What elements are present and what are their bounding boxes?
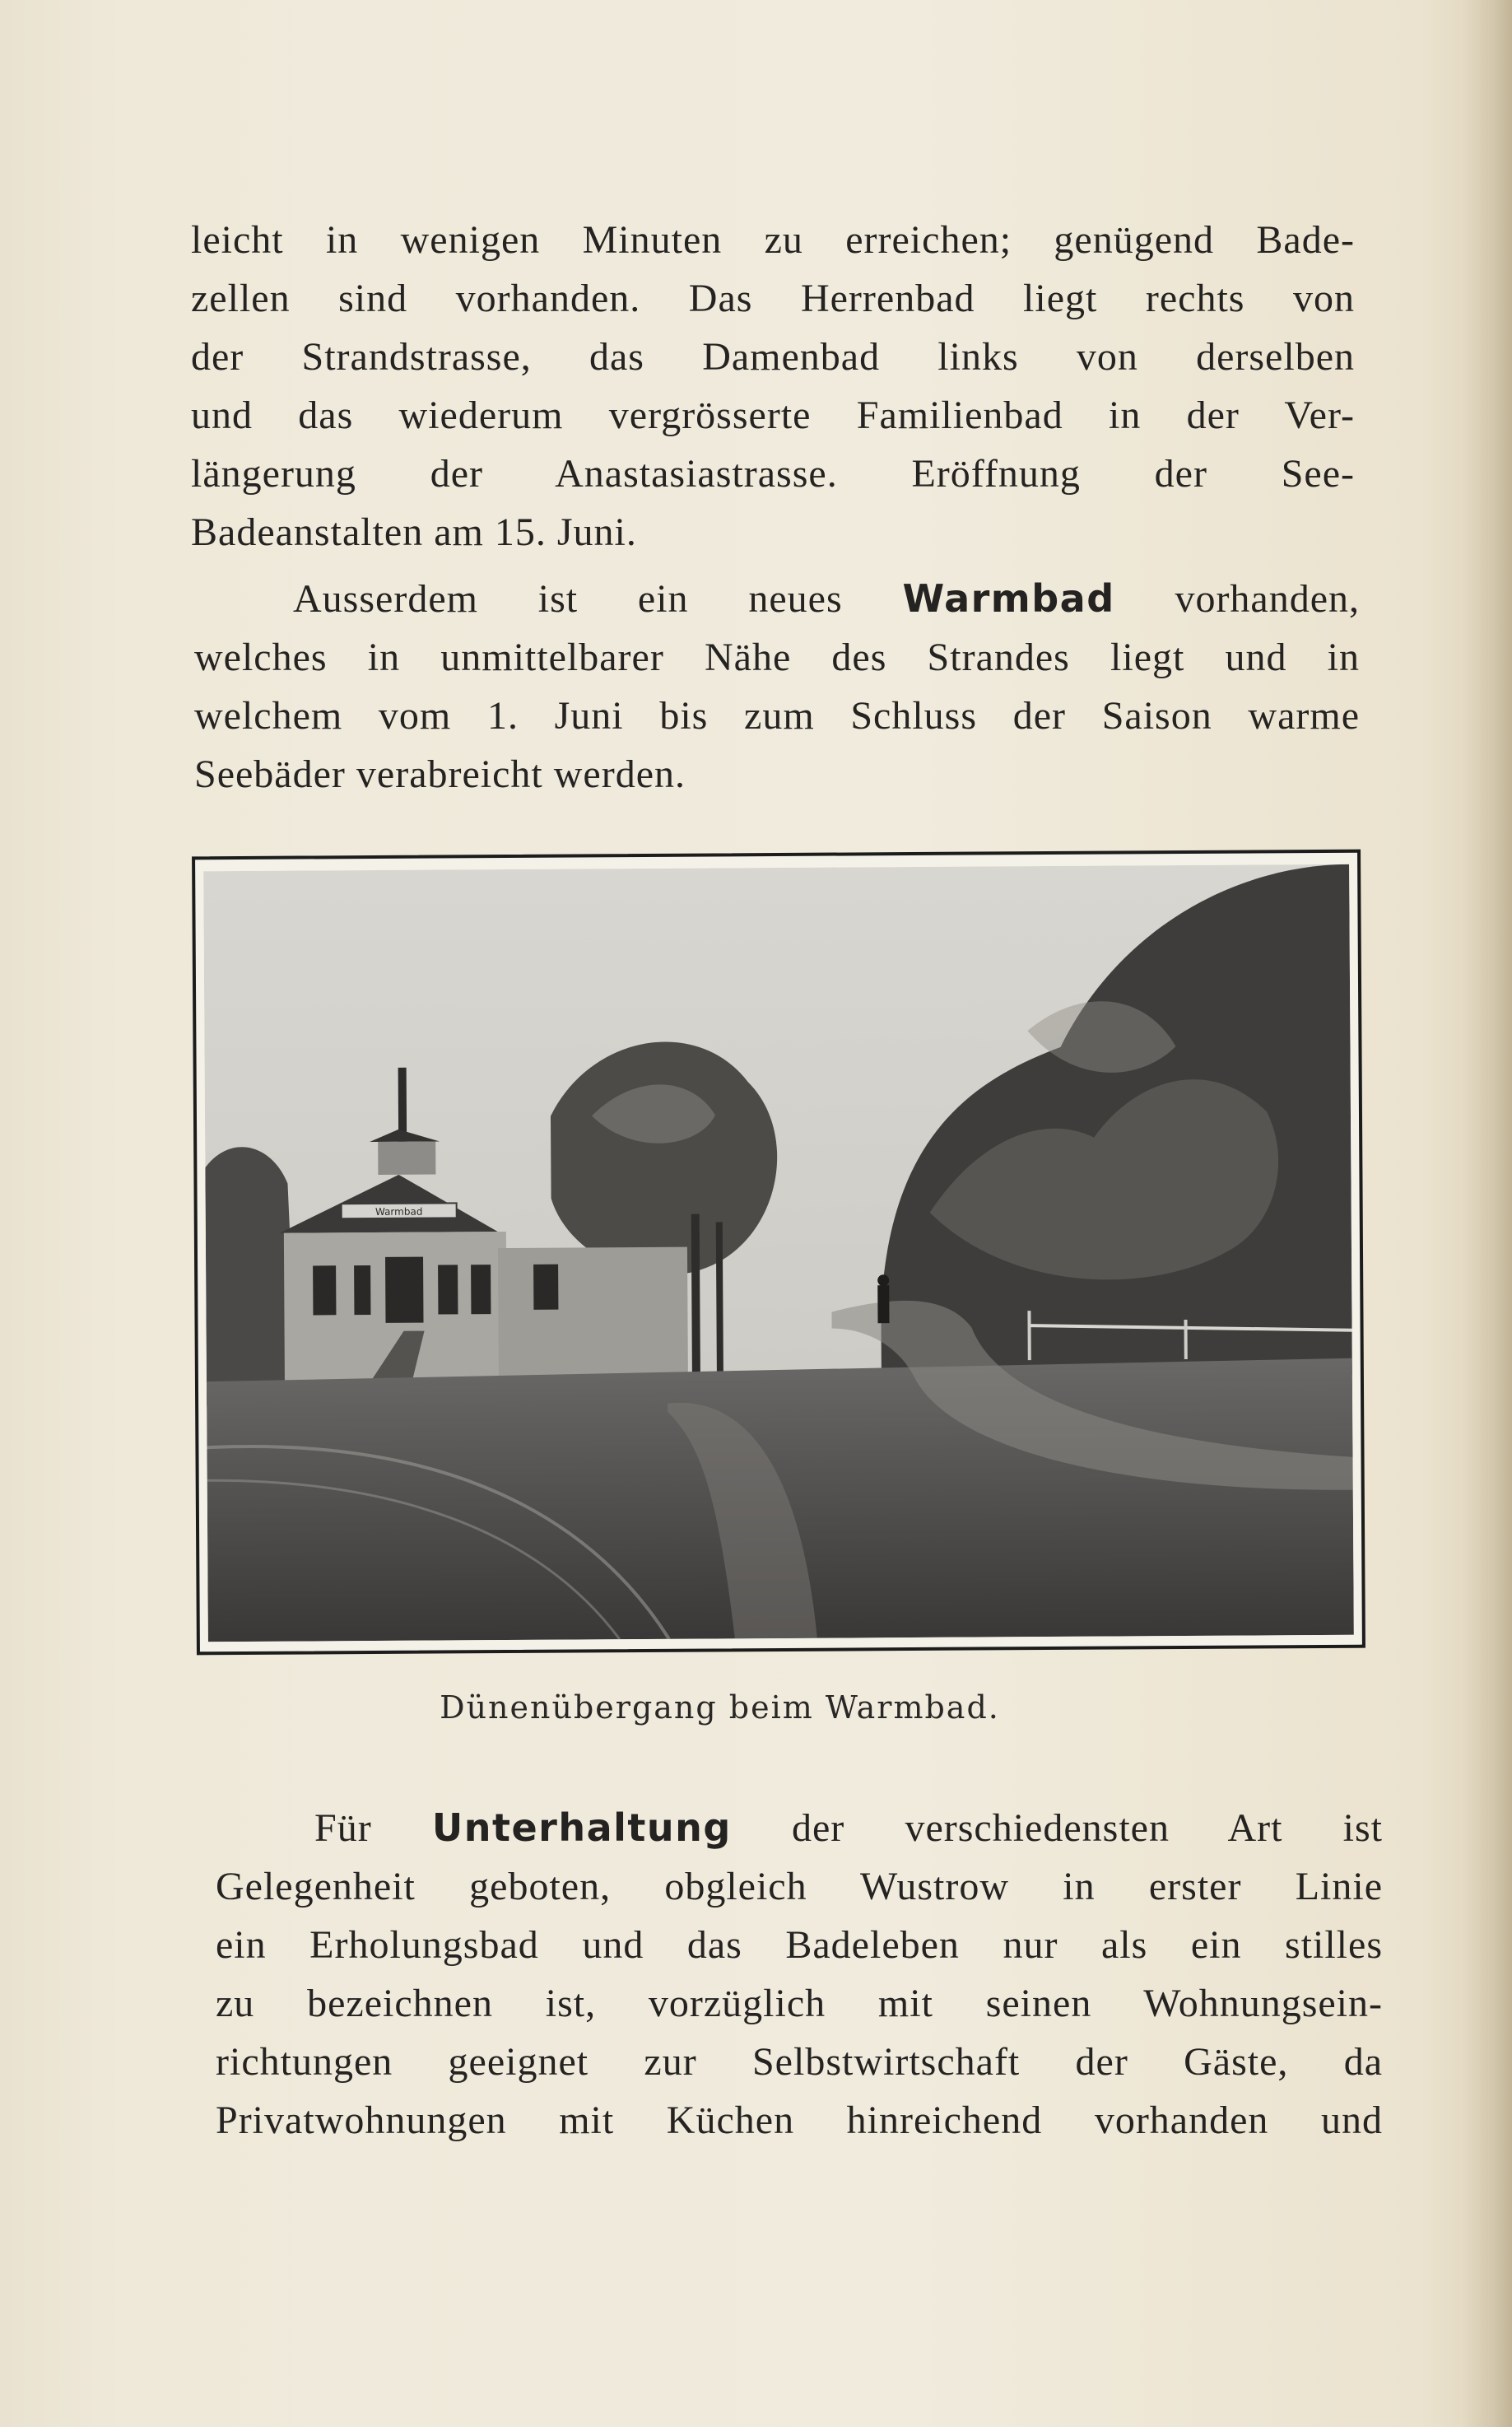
photo-warmbad-image — [203, 864, 1354, 1642]
caption-text: Dünenübergang beim Warmbad. — [440, 1689, 1000, 1726]
text-line: der Strandstrasse, das Damenbad links von derselben — [191, 335, 1355, 379]
page-edge-shadow — [1463, 0, 1512, 2427]
text-run: Ausserdem ist ein neues — [293, 577, 843, 621]
text-line: welchem vom 1. Juni bis zum Schluss der Saison warme — [194, 694, 1360, 738]
text-line: Seebäder verabreicht werden. — [194, 752, 686, 796]
text-line: leicht in wenigen Minuten zu erreichen; genügend Bade- — [191, 218, 1355, 262]
paragraph-warmbad — [194, 570, 1360, 804]
paragraph-seebad — [191, 211, 1355, 561]
building-sign-text: Warmbad — [375, 1205, 423, 1218]
text-line: längerung der Anastasiastrasse. Eröffnung der See- — [191, 452, 1355, 496]
text-line: zu bezeichnen ist, vorzüglich mit seinen Wohnungsein- — [216, 1982, 1383, 2025]
text-line: Badeanstalten am 15. Juni. — [191, 510, 637, 554]
text-line: Privatwohnungen mit Küchen hinreichend vorhanden und — [216, 2099, 1383, 2142]
paragraph-unterhaltung — [216, 1799, 1383, 2150]
text-line: richtungen geeignet zur Selbstwirtschaft der Gäste, da — [216, 2040, 1383, 2084]
bold-term: Warmbad — [902, 576, 1115, 621]
text-line: ein Erholungsbad und das Badeleben nur als ein stilles — [216, 1923, 1383, 1967]
text-line: zellen sind vorhanden. Das Herrenbad liegt rechts von — [191, 277, 1355, 320]
text-line: Gelegenheit geboten, obgleich Wustrow in erster Linie — [216, 1865, 1383, 1908]
text-line: und das wiederum vergrösserte Familienbad in der Ver- — [191, 394, 1355, 437]
bold-term: Unterhaltung — [431, 1805, 732, 1850]
text-run: Für — [314, 1806, 372, 1850]
text-line — [194, 570, 1360, 628]
text-run: vorhanden, — [1175, 577, 1361, 621]
text-line: welches in unmittelbarer Nähe des Strandes liegt und in — [194, 636, 1360, 679]
photo-caption — [0, 1689, 1512, 1726]
text-line — [216, 1799, 1383, 1857]
text-run: der verschiedensten Art ist — [791, 1806, 1384, 1850]
photograph — [192, 850, 1365, 1656]
